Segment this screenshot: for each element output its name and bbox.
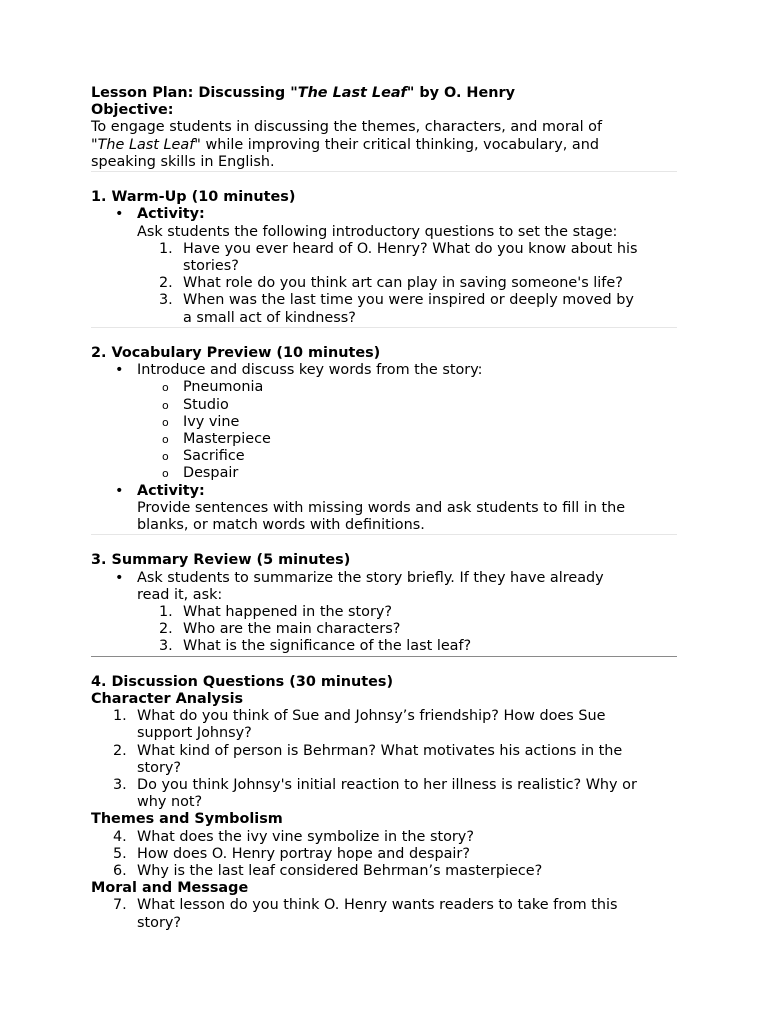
- vocab-activity-label: Activity:: [137, 482, 205, 499]
- vocab-activity-item: • Activity: Provide sentences with missing words and ask students to fill in the blanks, or match words with definitions.: [91, 483, 677, 535]
- vocab-heading: 2. Vocabulary Preview (10 minutes): [91, 345, 381, 362]
- objective-line-3: speaking skills in English.: [91, 153, 275, 170]
- discussion-heading: 4. Discussion Questions (30 minutes): [91, 673, 394, 690]
- objective-line-2: "The Last Leaf" while improving their critical thinking, vocabulary, and: [91, 136, 599, 153]
- warmup-question: 2. What role do you think art can play in saving someone's life?: [159, 275, 623, 292]
- warmup-intro: Ask students the following introductory questions to set the stage:: [137, 223, 618, 240]
- subsection-title: Character Analysis: [91, 691, 244, 708]
- discussion-question: 7. What lesson do you think O. Henry wants readers to take from this story?: [113, 897, 618, 931]
- subsection-title: Moral and Message: [91, 880, 249, 897]
- warmup-question: 3. When was the last time you were inspired or deeply moved by a small act of kindness?: [159, 292, 634, 326]
- vocab-word: o Pneumonia: [162, 379, 264, 396]
- warmup-activity-label: Activity:: [137, 206, 205, 223]
- document-body: [91, 85, 677, 932]
- discussion-question: 6. Why is the last leaf considered Behrman’s masterpiece?: [113, 863, 543, 880]
- summary-question: 2. Who are the main characters?: [159, 621, 401, 638]
- warmup-activity-item: [91, 206, 677, 240]
- vocab-word: o Studio: [162, 396, 229, 413]
- vocab-word: o Ivy vine: [162, 413, 240, 430]
- objective-label: Objective:: [91, 102, 174, 119]
- discussion-question: 4. What does the ivy vine symbolize in the story?: [113, 828, 474, 845]
- discussion-question: 3. Do you think Johnsy's initial reaction to her illness is realistic? Why or why not?: [113, 777, 637, 811]
- vocab-word: o Sacrifice: [162, 448, 245, 465]
- page-title: Lesson Plan: Discussing "The Last Leaf" by O. Henry: [91, 85, 515, 101]
- warmup-heading: 1. Warm-Up (10 minutes): [91, 189, 296, 206]
- title-story-name: The Last Leaf: [297, 85, 407, 101]
- bullet-marker: •: [115, 482, 124, 499]
- summary-intro-item: • Ask students to summarize the story briefly. If they have already read it, ask:: [115, 569, 604, 603]
- discussion-question: 1. What do you think of Sue and Johnsy’s friendship? How does Sue support Johnsy?: [113, 708, 606, 742]
- bullet-marker: •: [115, 362, 124, 379]
- summary-question: 3. What is the significance of the last leaf?: [159, 638, 472, 655]
- summary-heading: 3. Summary Review (5 minutes): [91, 552, 351, 569]
- summary-question: 1. What happened in the story?: [159, 604, 393, 621]
- bullet-marker: •: [115, 569, 124, 586]
- warmup-question: 1. Have you ever heard of O. Henry? What do you know about his stories?: [159, 240, 638, 275]
- objective-story-name: The Last Leaf: [97, 136, 195, 153]
- objective-line-1: To engage students in discussing the themes, characters, and moral of: [91, 119, 603, 136]
- vocab-word: o Despair: [162, 465, 239, 482]
- subsection-title: Themes and Symbolism: [91, 811, 283, 828]
- bullet-marker: •: [115, 206, 124, 223]
- vocab-intro-item: [91, 362, 677, 379]
- vocab-intro: Introduce and discuss key words from the story:: [137, 362, 483, 379]
- discussion-question: 5. How does O. Henry portray hope and despair?: [113, 845, 470, 862]
- vocab-word: o Masterpiece: [162, 431, 271, 448]
- discussion-question: 2. What kind of person is Behrman? What motivates his actions in the story?: [113, 742, 623, 776]
